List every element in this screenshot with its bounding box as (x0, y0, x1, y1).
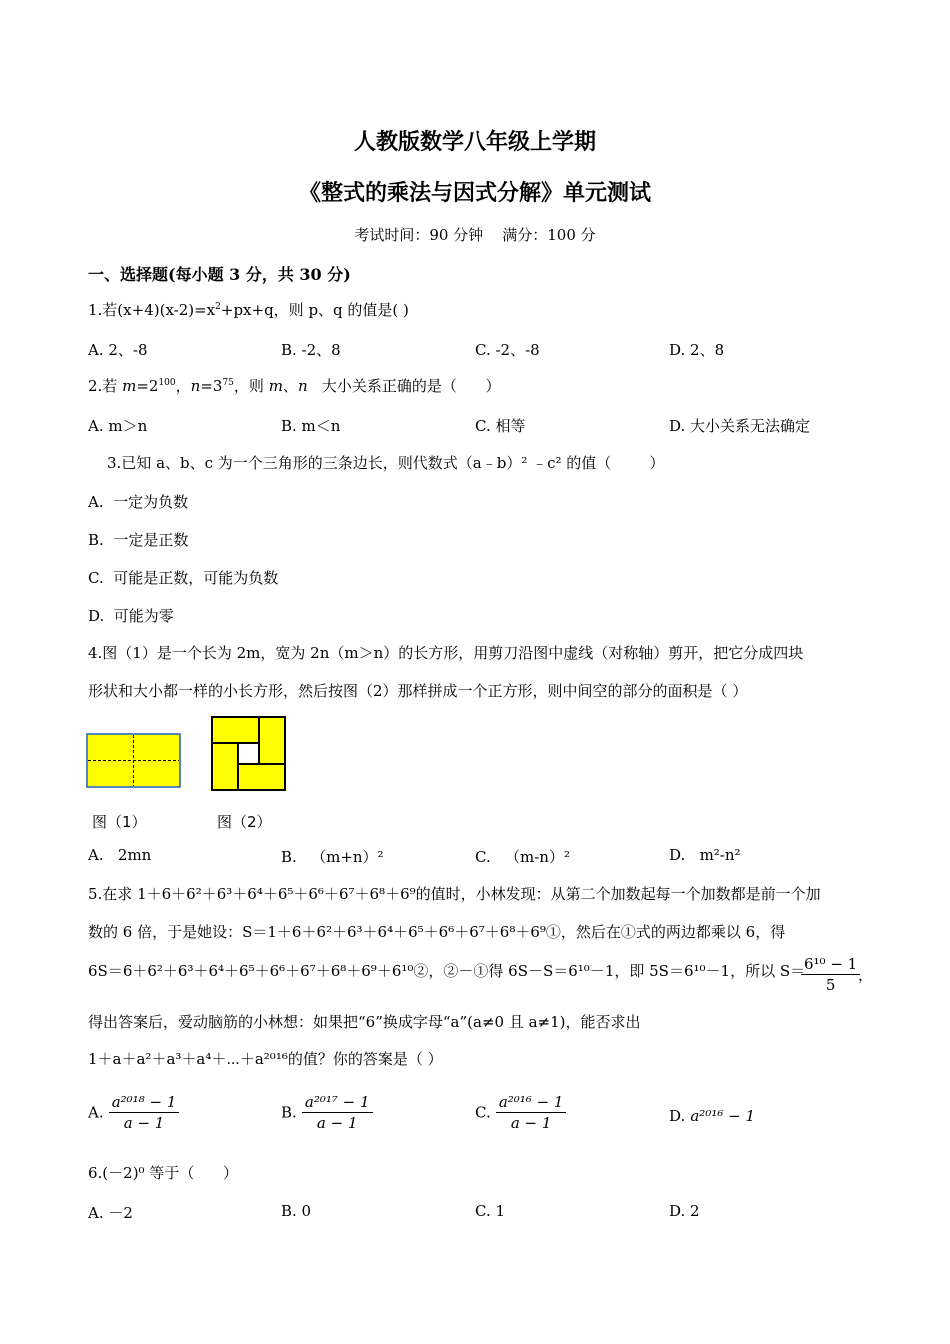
q2-var-n: n (190, 377, 201, 395)
figure-1-rectangle (86, 733, 182, 789)
q2-part: ， (175, 377, 191, 395)
question-3: 3.已知 a、b、c 为一个三角形的三条边长，则代数式（a﹣b）² ﹣c² 的值（ ） (107, 454, 665, 472)
q5-option-b-fraction (302, 1093, 373, 1132)
q2-part: ，则 (233, 377, 269, 395)
q2-exponent: 75 (222, 378, 234, 388)
question-5-line-5: 1＋a＋a²＋a³＋a⁴＋⋯＋a²⁰¹⁶的值？你的答案是（ ） (88, 1050, 443, 1068)
q6-option-d[interactable]: D. 2 (669, 1202, 700, 1220)
q5-option-d-text: a²⁰¹⁶ − 1 (690, 1107, 756, 1125)
q1-option-a[interactable]: A. 2、-8 (88, 341, 148, 359)
q5-option-a[interactable] (88, 1093, 179, 1132)
q3-option-b[interactable]: B. 一定是正数 (88, 531, 189, 549)
section-heading: 一、选择题(每小题 3 分，共 30 分) (88, 265, 351, 284)
q5-option-d[interactable] (669, 1106, 755, 1125)
question-5-line-3 (88, 961, 805, 981)
q3-option-a[interactable]: A. 一定为负数 (88, 493, 189, 511)
q5-fraction-numerator: 6¹⁰ − 1 (801, 955, 860, 975)
q5-option-c[interactable] (475, 1093, 566, 1132)
page-subtitle: 《整式的乘法与因式分解》单元测试 (298, 181, 651, 206)
q2-option-a[interactable]: A. m＞n (88, 417, 148, 435)
q1-text-post: +px+q，则 p、q 的值是( ) (220, 301, 409, 319)
q1-option-b[interactable]: B. -2、8 (281, 341, 341, 359)
q5-option-a-denominator: a − 1 (123, 1114, 165, 1132)
q6-option-b[interactable]: B. 0 (281, 1202, 312, 1220)
q1-exponent: 2 (215, 302, 221, 312)
question-5-line-4: 得出答案后，爱动脑筋的小林想：如果把“6”换成字母“a”(a≠0 且 a≠1)，能否求出 (88, 1013, 641, 1031)
q5-fraction (801, 955, 860, 994)
q5-line-3-text: 6S＝6＋6²＋6³＋6⁴＋6⁵＋6⁶＋6⁷＋6⁸＋6⁹＋6¹⁰②，②－①得 6S－S＝6¹⁰－1，即 5S＝6¹⁰－1，所以 S＝ (88, 962, 806, 980)
q5-option-c-denominator: a − 1 (510, 1114, 552, 1132)
q2-part: 、 (282, 377, 298, 395)
q4-option-a[interactable]: A. 2mn (88, 846, 152, 864)
q4-option-d[interactable]: D. m²-n² (669, 846, 741, 864)
q2-part: 2.若 (88, 377, 123, 395)
figure-2-square (211, 716, 287, 792)
q5-fraction-inner (801, 955, 860, 994)
q4-option-b[interactable]: B. （m+n）² (281, 848, 384, 866)
q5-option-b-numerator: a²⁰¹⁷ − 1 (302, 1093, 373, 1113)
q1-option-c[interactable]: C. -2、-8 (475, 341, 540, 359)
exam-info: 考试时间：90 分钟 满分：100 分 (354, 226, 596, 244)
q2-var-m: m (268, 377, 283, 395)
q5-option-c-fraction (496, 1093, 567, 1132)
q5-fraction-denominator: 5 (825, 976, 836, 994)
q5-option-a-fraction (109, 1093, 180, 1132)
question-2 (88, 376, 501, 396)
question-5-line-1: 5.在求 1＋6＋6²＋6³＋6⁴＋6⁵＋6⁶＋6⁷＋6⁸＋6⁹的值时，小林发现：从第二个加数起每一个加数都是前一个加 (88, 885, 821, 903)
q2-var-m: m (122, 377, 137, 395)
q5-option-c-numerator: a²⁰¹⁶ − 1 (496, 1093, 567, 1113)
q4-option-c[interactable]: C. （m-n）² (475, 848, 570, 866)
q5-option-c-label: C. (475, 1103, 491, 1122)
q1-option-d[interactable]: D. 2、8 (669, 341, 725, 359)
q2-option-b[interactable]: B. m＜n (281, 417, 341, 435)
q2-option-c[interactable]: C. 相等 (475, 417, 526, 435)
q5-option-a-label: A. (88, 1103, 104, 1122)
figure-2-center-hole (239, 744, 258, 763)
q5-option-d-label: D. (669, 1107, 686, 1125)
q5-option-b-label: B. (281, 1103, 297, 1122)
q5-option-b[interactable] (281, 1093, 373, 1132)
q2-part: =2 (136, 377, 159, 395)
question-5-line-2: 数的 6 倍，于是她设：S＝1＋6＋6²＋6³＋6⁴＋6⁵＋6⁶＋6⁷＋6⁸＋6⁹①，然后在①式的两边都乘以 6，得 (88, 923, 786, 941)
q2-var-n: n (297, 377, 308, 395)
q2-option-d[interactable]: D. 大小关系无法确定 (669, 417, 811, 435)
q6-option-c[interactable]: C. 1 (475, 1202, 506, 1220)
q5-option-a-numerator: a²⁰¹⁸ − 1 (109, 1093, 180, 1113)
question-4-line-2: 形状和大小都一样的小长方形，然后按图（2）那样拼成一个正方形，则中间空的部分的面积是（ ） (88, 682, 748, 700)
q6-option-a[interactable]: A. －2 (88, 1204, 133, 1222)
q5-option-b-denominator: a − 1 (316, 1114, 358, 1132)
question-1 (88, 300, 409, 320)
question-4-line-1: 4.图（1）是一个长为 2m，宽为 2n（m＞n）的长方形，用剪刀沿图中虚线（对称轴）剪开，把它分成四块 (88, 644, 804, 662)
figure-1-caption: 图（1） (92, 813, 147, 831)
q1-text-pre: 1.若(x+4)(x-2)=x (88, 301, 216, 319)
q5-line-3-end: ， (858, 966, 874, 984)
q2-part: 大小关系正确的是（ ） (307, 377, 501, 395)
q3-option-c[interactable]: C. 可能是正数，可能为负数 (88, 569, 279, 587)
q3-option-d[interactable]: D. 可能为零 (88, 607, 174, 625)
page-title: 人教版数学八年级上学期 (353, 130, 596, 155)
q2-exponent: 100 (158, 378, 176, 388)
figure-2-caption: 图（2） (217, 813, 272, 831)
q2-part: =3 (200, 377, 223, 395)
question-6: 6.(－2)⁰ 等于（ ） (88, 1164, 238, 1182)
